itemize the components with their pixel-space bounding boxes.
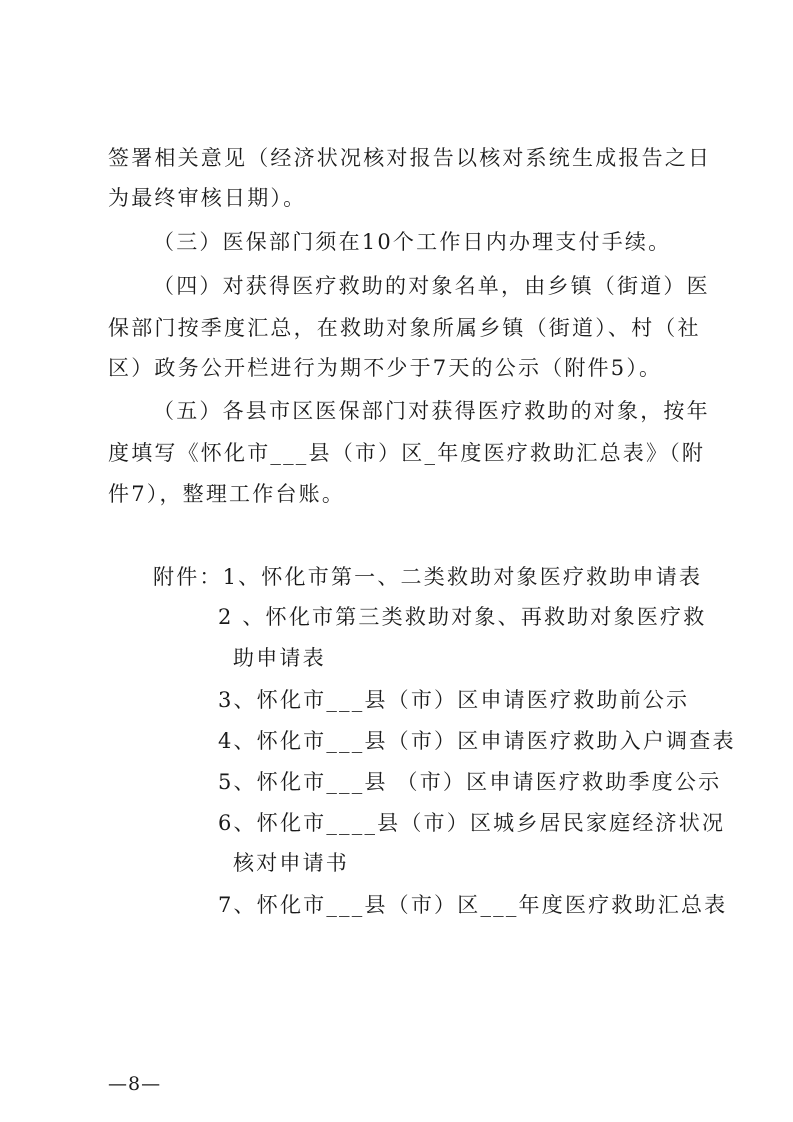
attachment-item: 4、怀化市___县（市）区申请医疗救助入户调查表	[218, 729, 736, 753]
attachment-item: 核对申请书	[233, 851, 349, 875]
attachment-item: 7、怀化市___县（市）区___年度医疗救助汇总表	[218, 893, 728, 917]
attachment-item: 5、怀化市___县 （市）区申请医疗救助季度公示	[218, 770, 722, 794]
attachment-item: 6、怀化市____县（市）区城乡居民家庭经济状况	[218, 811, 726, 835]
body-line: （五）各县市区医保部门对获得医疗救助的对象，按年	[153, 399, 710, 423]
attachment-item: 助申请表	[233, 646, 326, 670]
body-line: 度填写《怀化市___县（市）区_年度医疗救助汇总表》（附	[108, 441, 706, 465]
body-line: 保部门按季度汇总，在救助对象所属乡镇（街道）、村（社	[108, 316, 701, 340]
attachment-item: 3、怀化市___县（市）区申请医疗救助前公示	[218, 688, 690, 712]
body-line: 签署相关意见（经济状况核对报告以核对系统生成报告之日	[108, 146, 712, 170]
attachment-item: 2 、怀化市第三类救助对象、再救助对象医疗救	[218, 605, 707, 629]
body-line: 为最终审核日期）。	[108, 186, 307, 210]
body-line: （三）医保部门须在10个工作日内办理支付手续。	[153, 230, 672, 254]
body-line: （四）对获得医疗救助的对象名单，由乡镇（街道）医	[153, 274, 710, 298]
body-line: 件7），整理工作台账。	[108, 482, 346, 506]
attachment-item: 附件：1、怀化市第一、二类救助对象医疗救助申请表	[153, 565, 703, 589]
page-number: —8—	[108, 1073, 162, 1095]
body-line: 区）政务公开栏进行为期不少于7天的公示（附件5）。	[108, 356, 663, 380]
